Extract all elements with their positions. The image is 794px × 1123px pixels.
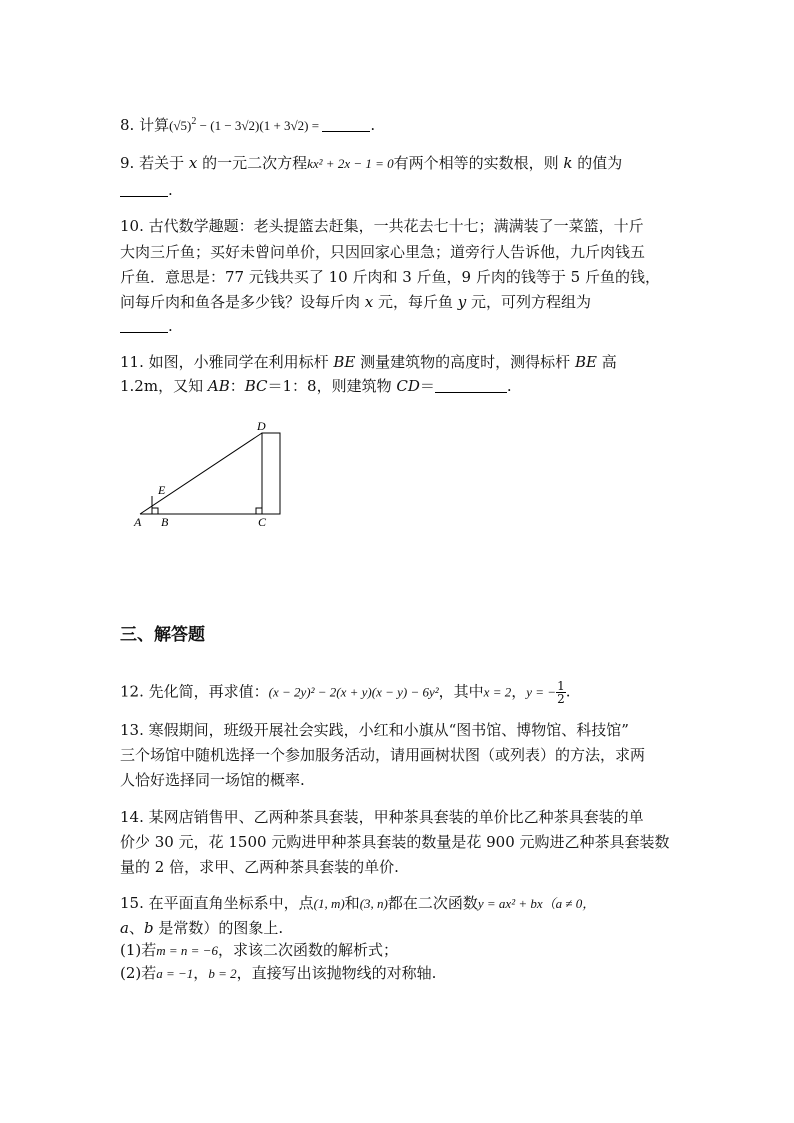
q11-text-6: ＝1：8，则建筑物 [267, 377, 397, 395]
q15-point-2: (3, n) [359, 896, 388, 911]
q13-line-2: 三个场馆中随机选择一个参加服务活动，请用画树状图（或列表）的方法，求两 [120, 746, 646, 764]
q12-fraction-num: 1 [557, 679, 565, 693]
q10-end: . [168, 317, 173, 335]
question-15-line-4 [120, 963, 436, 984]
q8-exponent: 2 [191, 116, 197, 127]
q9-var-x: x [188, 154, 198, 172]
q15-part1-text: ，求该二次函数的解析式； [217, 941, 398, 959]
q11-bc: BC [244, 377, 268, 395]
q12-text-1: 12. 先化简，再求值： [120, 682, 269, 701]
q11-text-5: ： [229, 377, 245, 395]
question-15-line-1 [120, 893, 595, 914]
q11-end: . [506, 377, 512, 395]
q13-line-3: 人恰好选择同一场馆的概率. [120, 771, 305, 789]
q8-end: . [370, 116, 376, 134]
q12-text-3: ， [511, 682, 527, 701]
figure-label-a: A [134, 515, 142, 529]
q11-text-1: 11. 如图，小雅同学在利用标杆 [120, 353, 334, 371]
q13-line-1: 13. 寒假期间，班级开展社会实践，小红和小旗从“图书馆、博物馆、科技馆” [120, 721, 629, 739]
q15-part1-label: (1)若 [120, 941, 157, 959]
q9-equation: kx² + 2x − 1 = 0 [307, 156, 394, 171]
q15-text-4: 、 [128, 919, 144, 937]
figure-right-angle-b [152, 508, 158, 514]
question-10-line-5 [120, 316, 173, 336]
question-11-line-2 [120, 376, 512, 396]
question-14-line-2 [120, 832, 670, 852]
q14-line-1: 14. 某网店销售甲、乙两种茶具套装，甲种茶具套装的单价比乙种茶具套装的单 [120, 808, 644, 826]
q10-line-1: 10. 古代数学趣题：老头提篮去赶集，一共花去七十七；满满装了一菜篮，十斤 [120, 217, 644, 235]
q15-function: y = ax² + bx [477, 896, 543, 911]
question-10-line-4 [120, 292, 591, 312]
q8-equals: = [308, 118, 323, 133]
q15-var-a: a [120, 919, 129, 937]
q8-label: 8. 计算 [120, 116, 170, 134]
q15-text-1: 15. 在平面直角坐标系中，点 [120, 894, 314, 912]
q11-text-4: 1.2m，又知 [120, 377, 208, 395]
q12-y-value: y = − [526, 684, 557, 700]
q10-line-4c: 元，可列方程组为 [466, 293, 592, 311]
question-14-line-1 [120, 807, 644, 827]
q11-text-2: 测量建筑物的高度时，测得标杆 [355, 353, 575, 371]
q9-var-k: k [563, 154, 573, 172]
q15-point-1: (1, m) [313, 896, 345, 911]
question-10-line-2 [120, 242, 645, 262]
figure-right-angle-c [256, 508, 262, 514]
figure-label-e: E [158, 483, 166, 497]
q15-text-3: 都在二次函数 [387, 894, 478, 912]
q9-text-1: 9. 若关于 [120, 154, 189, 172]
question-10-line-1 [120, 216, 644, 236]
q15-part2-a: a = −1 [156, 966, 194, 981]
q8-answer-blank [322, 117, 370, 132]
figure-label-c: C [258, 515, 267, 529]
question-14-line-3 [120, 857, 399, 877]
q10-var-y: y [457, 293, 467, 311]
q12-end: . [565, 682, 571, 701]
q15-part1-condition: m = n = −6 [156, 943, 218, 958]
question-9 [120, 153, 622, 174]
question-9-line-2 [120, 180, 173, 200]
q12-text-2: ，其中 [438, 682, 484, 701]
question-15-line-3 [120, 940, 398, 961]
figure-label-b: B [161, 515, 169, 529]
q12-fraction [556, 680, 566, 705]
figure-label-d: D [257, 419, 266, 433]
q15-text-5: 是常数）的图象上. [153, 919, 284, 937]
q11-answer-blank [435, 378, 507, 393]
q11-text-3: 高 [596, 353, 617, 371]
q9-end: . [168, 181, 173, 199]
q11-cd: CD [396, 377, 420, 395]
section-3-heading: 三、解答题 [120, 625, 205, 645]
q10-line-4b: 元，每斤鱼 [373, 293, 458, 311]
q15-part2-b: b = 2 [208, 966, 237, 981]
q9-text-4: 的值为 [572, 154, 623, 172]
q11-be-1: BE [333, 353, 356, 371]
q12-fraction-den: 2 [557, 692, 565, 706]
q15-part2-text: ，直接写出该抛物线的对称轴. [236, 964, 437, 982]
question-12 [120, 680, 570, 705]
question-11-line-1 [120, 352, 617, 372]
q15-condition: （a ≠ 0， [542, 896, 596, 911]
q9-text-3: 有两个相等的实数根，则 [393, 154, 564, 172]
q11-figure [128, 418, 288, 536]
q8-expr-b: (1 − 3√2) [210, 118, 260, 133]
q10-line-2: 大肉三斤鱼；买好未曾问单价，只因回家心里急；道旁行人告诉他，九斤肉钱五 [120, 243, 646, 261]
q8-expr-a: (√5) [169, 118, 192, 133]
question-13-line-3 [120, 770, 305, 790]
question-13-line-2 [120, 745, 645, 765]
q15-part2-sep: ， [193, 964, 209, 982]
q10-line-3: 斤鱼．意思是：77 元钱共买了 10 斤肉和 3 斤鱼，9 斤肉的钱等于 5 斤鱼的钱， [120, 268, 660, 286]
q8-expr-c: (1 + 3√2) [259, 118, 309, 133]
q11-be-2: BE [574, 353, 597, 371]
q11-text-7: ＝ [419, 377, 435, 395]
q8-minus: − [196, 118, 211, 133]
q9-answer-blank [120, 182, 168, 197]
question-8 [120, 112, 375, 136]
q10-line-4a: 问每斤肉和鱼各是多少钱？设每斤肉 [120, 293, 365, 311]
q10-var-x: x [364, 293, 374, 311]
figure-hypotenuse [140, 433, 262, 514]
question-10-line-3 [120, 267, 660, 287]
question-13-line-1 [120, 720, 629, 740]
q12-expression: (x − 2y)² − 2(x + y)(x − y) − 6y² [268, 684, 439, 700]
question-15-line-2 [120, 918, 283, 938]
q9-text-2: 的一元二次方程 [197, 154, 308, 172]
q15-var-b: b [143, 919, 154, 937]
q12-x-value: x = 2 [483, 684, 512, 700]
q15-part2-label: (2)若 [120, 964, 157, 982]
q10-answer-blank [120, 318, 168, 333]
q14-line-2: 价少 30 元，花 1500 元购进甲种茶具套装的数量是花 900 元购进乙种茶具套装数 [120, 833, 670, 851]
q15-text-2: 和 [344, 894, 360, 912]
q11-ab: AB [207, 377, 230, 395]
figure-building [262, 433, 280, 514]
q14-line-3: 量的 2 倍，求甲、乙两种茶具套装的单价. [120, 858, 399, 876]
